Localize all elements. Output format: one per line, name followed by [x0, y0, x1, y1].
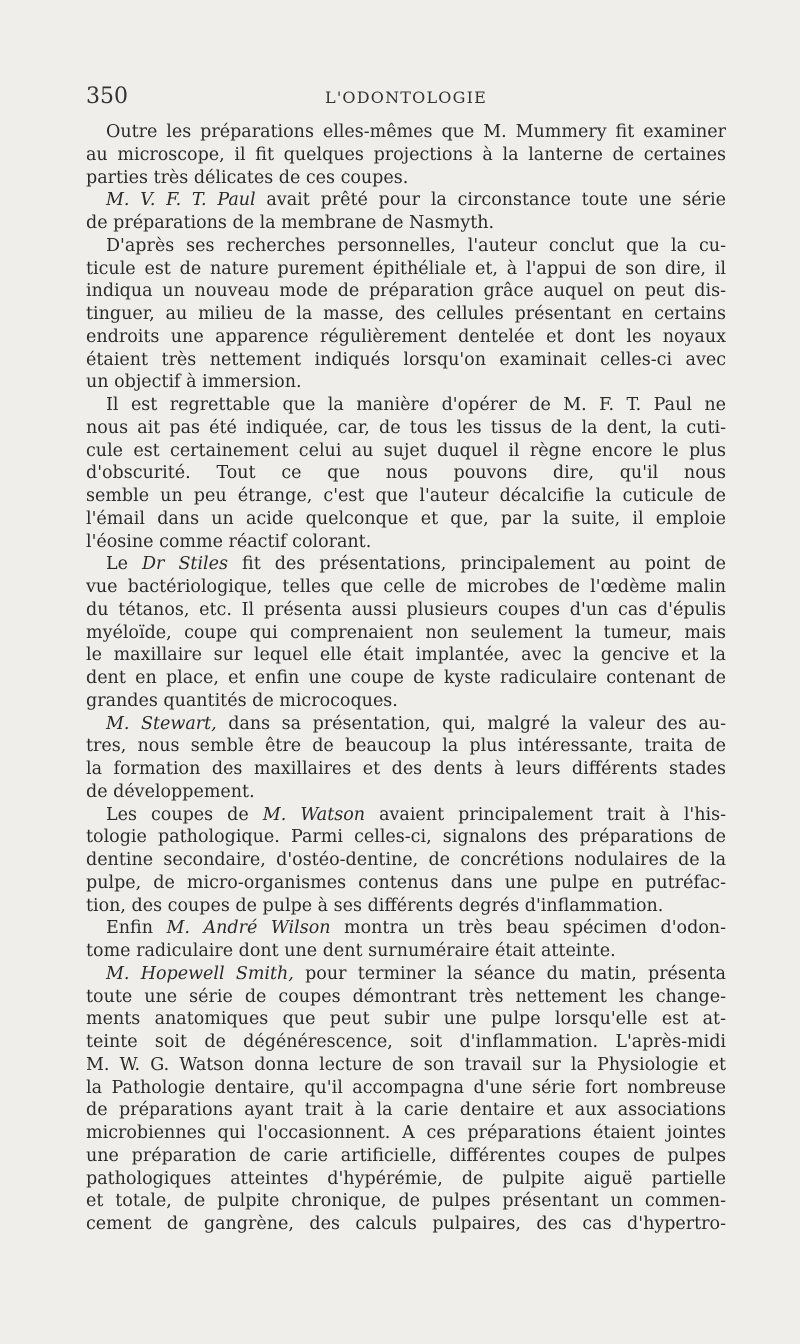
text-line: Il est regrettable que la manière d'opérer de M. F. T. Paul ne — [106, 395, 726, 415]
text-line: l'éosine comme réactif colorant. — [86, 531, 372, 552]
text-line: tologie pathologique. Parmi celles-ci, signalons des préparations de — [86, 827, 726, 848]
text-line: microbiennes qui l'occasionnent. A ces préparations étaient jointes — [86, 1123, 726, 1143]
text-line: ticule est de nature purement épithéliale et, à l'appui de son dire, il — [86, 258, 726, 279]
text-line: M. W. G. Watson donna lecture de son travail sur la Physiologie et — [86, 1054, 726, 1075]
text-line: tome radiculaire dont une dent surnuméraire était atteinte. — [86, 941, 616, 961]
text-line: étaient très nettement indiqués lorsqu'on examinait celles-ci avec — [86, 349, 726, 370]
text-line — [86, 713, 726, 736]
text-line — [86, 963, 726, 986]
text-line: semble un peu étrange, c'est que l'auteur décalcifie la cuticule de — [86, 486, 726, 506]
text-line: toute une série de coupes démontrant très nettement les change- — [86, 986, 726, 1007]
text-fragment: avait prêté pour la circonstance toute une série — [255, 190, 726, 211]
text-fragment: avaient principalement trait à l'his- — [365, 804, 726, 825]
text-line: d'obscurité. Tout ce que nous pouvons dire, qu'il nous — [86, 463, 726, 484]
text-fragment: montra un très beau spécimen d'odon- — [330, 918, 726, 939]
text-line: pathologiques atteintes d'hypérémie, de pulpite aiguë partielle — [86, 1168, 726, 1189]
text-line: une préparation de carie artificielle, différentes coupes de pulpes — [86, 1145, 726, 1166]
body-text — [86, 121, 726, 1236]
page-number: 350 — [86, 84, 128, 109]
text-fragment: Enfin — [106, 918, 167, 939]
text-line: tion, des coupes de pulpe à ses différents degrés d'inflammation. — [86, 895, 664, 916]
text-line — [86, 553, 726, 576]
text-line: l'émail dans un acide quelconque et que, par la suite, il emploie — [86, 508, 726, 529]
text-line: dent en place, et enfin une coupe de kyste radiculaire contenant de — [86, 668, 726, 688]
text-line: indiqua un nouveau mode de préparation grâce auquel on peut dis- — [86, 281, 726, 302]
text-line — [86, 917, 726, 940]
italic-name: M. Stewart, — [106, 713, 217, 734]
text-line: la Pathologie dentaire, qu'il accompagna d'une série fort nombreuse — [86, 1077, 726, 1098]
text-line: pulpe, de micro-organismes contenus dans une pulpe en putréfac- — [86, 872, 726, 893]
running-head: L'ODONTOLOGIE — [325, 88, 487, 107]
text-line: de développement. — [86, 781, 255, 802]
text-line: un objectif à immersion. — [86, 372, 302, 393]
text-line: ments anatomiques que peut subir une pulpe lorsqu'elle est at- — [86, 1009, 726, 1030]
italic-name: Dr Stiles — [142, 554, 228, 575]
italic-name: M. André Wilson — [166, 918, 331, 939]
text-line: le maxillaire sur lequel elle était implantée, avec la gencive et la — [86, 645, 726, 666]
text-line: et totale, de pulpite chronique, de pulpes présentant un commen- — [86, 1191, 726, 1212]
text-fragment: pour terminer la séance du matin, présenta — [293, 963, 726, 984]
text-fragment: Les coupes de — [106, 804, 263, 825]
text-line: nous ait pas été indiquée, car, de tous les tissus de la dent, la cuti- — [86, 417, 726, 438]
text-line: cule est certainement celui au sujet duquel il règne encore le plus — [86, 440, 726, 461]
text-line: tres, nous semble être de beaucoup la plus intéressante, traita de — [86, 736, 726, 757]
text-line: tinguer, au milieu de la masse, des cellules présentant en certains — [86, 304, 726, 324]
text-line: au microscope, il fit quelques projections à la lanterne de certaines — [86, 144, 726, 165]
text-fragment: dans sa présentation, qui, malgré la valeur des au- — [216, 713, 726, 734]
text-line: endroits une apparence régulièrement dentelée et dont les noyaux — [86, 326, 726, 347]
italic-name: M. Watson — [262, 804, 366, 825]
text-line: D'après ses recherches personnelles, l'auteur conclut que la cu- — [106, 235, 726, 256]
text-line — [86, 189, 726, 212]
text-line: parties très délicates de ces coupes. — [86, 167, 409, 188]
text-line: myéloïde, coupe qui comprenaient non seulement la tumeur, mais — [86, 622, 726, 643]
text-fragment: Le — [106, 554, 143, 575]
text-line: cement de gangrène, des calculs pulpaires, des cas d'hypertro- — [86, 1214, 726, 1234]
italic-name: M. Hopewell Smith, — [106, 963, 294, 984]
text-line: dentine secondaire, d'ostéo-dentine, de concrétions nodulaires de la — [86, 850, 726, 870]
text-line: grandes quantités de microcoques. — [86, 690, 398, 711]
text-line: du tétanos, etc. Il présenta aussi plusieurs coupes d'un cas d'épulis — [86, 599, 726, 620]
page-header — [86, 84, 726, 110]
text-line: vue bactériologique, telles que celle de microbes de l'œdème malin — [86, 577, 726, 597]
text-line: de préparations ayant trait à la carie dentaire et aux associations — [86, 1100, 726, 1121]
text-line: la formation des maxillaires et des dents à leurs différents stades — [86, 759, 726, 779]
text-line: Outre les préparations elles-mêmes que M. Mummery fit examiner — [106, 122, 726, 142]
text-line: teinte soit de dégénérescence, soit d'inflammation. L'après-midi — [86, 1032, 726, 1052]
italic-name: M. V. F. T. Paul — [106, 190, 256, 211]
text-line — [86, 804, 726, 827]
text-fragment: fit des présentations, principalement au point de — [228, 554, 726, 575]
text-line: de préparations de la membrane de Nasmyth. — [86, 213, 495, 233]
